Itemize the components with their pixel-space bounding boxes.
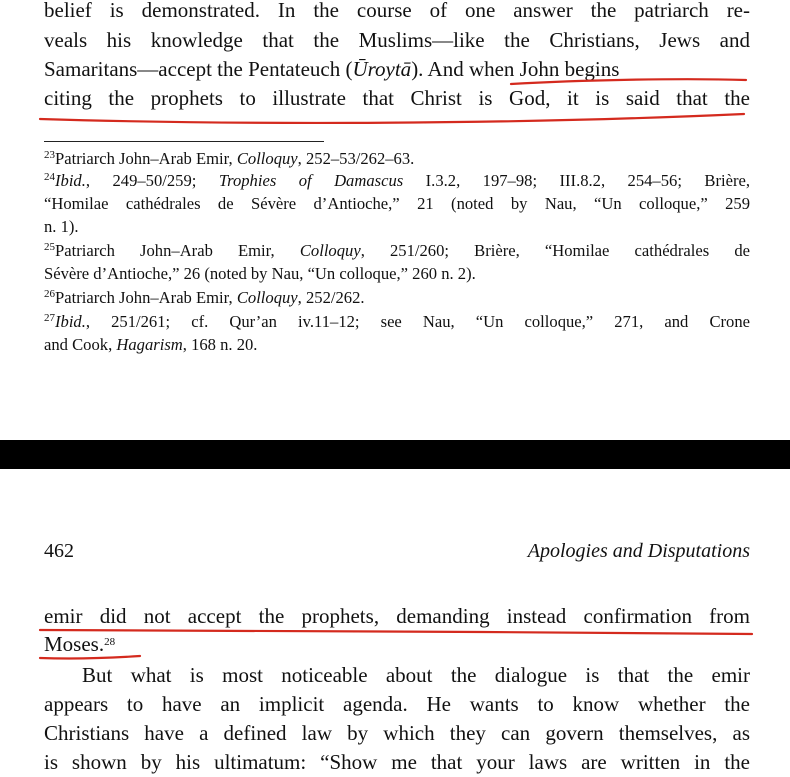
bottom-text-line-2 (44, 631, 750, 657)
footnote-number: 25 (44, 241, 55, 253)
footnote-title: Colloquy (236, 149, 298, 168)
bottom-text-line-5: Christians have a defined law by which they can govern themselves, as (44, 721, 750, 745)
footnote-title: Colloquy (299, 241, 361, 260)
page-header (44, 540, 750, 563)
bottom-text-line-1: emir did not accept the prophets, demanding instead confirmation from (44, 604, 750, 628)
footnote-text: , 252–53/262–63. (297, 149, 415, 168)
footnote-text: , 249–50/259; (85, 171, 219, 190)
page-separator-band (0, 440, 790, 469)
footnote-number: 24 (44, 171, 55, 183)
bottom-text-line-6: is shown by his ultimatum: “Show me that your laws are written in the (44, 750, 750, 774)
footnote-title: Ibid. (55, 312, 86, 331)
moses-text: Moses. (44, 632, 105, 656)
footnote-text: , 168 n. 20. (182, 335, 258, 354)
footnote-27-line-2 (44, 334, 750, 356)
footnote-text: and Cook, (44, 335, 117, 354)
running-head: Apologies and Disputations (527, 540, 750, 562)
footnote-text: I.3.2, 197–98; III.8.2, 254–56; Brière, (403, 171, 750, 190)
top-text-line-3 (44, 56, 750, 82)
footnote-27 (44, 311, 750, 333)
footnote-25 (44, 240, 750, 262)
footnote-25-line-2: Sévère d’Antioche,” 26 (noted by Nau, “Un colloque,” 260 n. 2). (44, 264, 476, 283)
footnote-24-line-2: “Homilae cathédrales de Sévère d’Antioche,” 21 (noted by Nau, “Un colloque,” 259 (44, 194, 750, 213)
footnote-26 (44, 287, 750, 309)
footnote-ref-28: 28 (104, 636, 116, 648)
top-text-line-4: citing the prophets to illustrate that Christ is God, it is said that the (44, 86, 750, 110)
footnote-23 (44, 148, 750, 170)
uroyta-term: Ūroytā (352, 57, 412, 81)
footnote-title: Hagarism (116, 335, 183, 354)
bottom-text-line-4: appears to have an implicit agenda. He wants to know whether the (44, 692, 750, 716)
bottom-text-line-3: But what is most noticeable about the dialogue is that the emir (82, 663, 750, 687)
footnote-number: 23 (44, 149, 55, 161)
footnote-text: Patriarch John–Arab Emir, (55, 288, 237, 307)
footnote-text: , 251/260; Brière, “Homilae cathédrales de (360, 241, 750, 260)
footnote-title: Colloquy (236, 288, 298, 307)
footnote-text: , 252/262. (297, 288, 365, 307)
footnote-text: Patriarch John–Arab Emir, (55, 241, 300, 260)
footnote-title: Trophies of Damascus (218, 171, 404, 190)
footnote-24 (44, 170, 750, 192)
top-line-3-end: ). And when John begins (411, 57, 620, 81)
footnote-text: Patriarch John–Arab Emir, (55, 149, 237, 168)
footnote-title: Ibid. (55, 171, 86, 190)
top-text-line-2: veals his knowledge that the Muslims—like the Christians, Jews and (44, 28, 750, 52)
footnote-text: , 251/261; cf. Qur’an iv.11–12; see Nau, “Un colloque,” 271, and Crone (85, 312, 750, 331)
footnote-24-line-3: n. 1). (44, 217, 79, 236)
footnote-rule (44, 141, 324, 142)
footnote-number: 27 (44, 312, 55, 324)
top-line-3-start: Samaritans—accept the Pentateuch ( (44, 57, 353, 81)
top-text-line-1: belief is demonstrated. In the course of one answer the patriarch re- (44, 0, 750, 22)
page-number: 462 (44, 540, 74, 562)
underline-top-2 (40, 114, 744, 123)
footnote-number: 26 (44, 288, 55, 300)
